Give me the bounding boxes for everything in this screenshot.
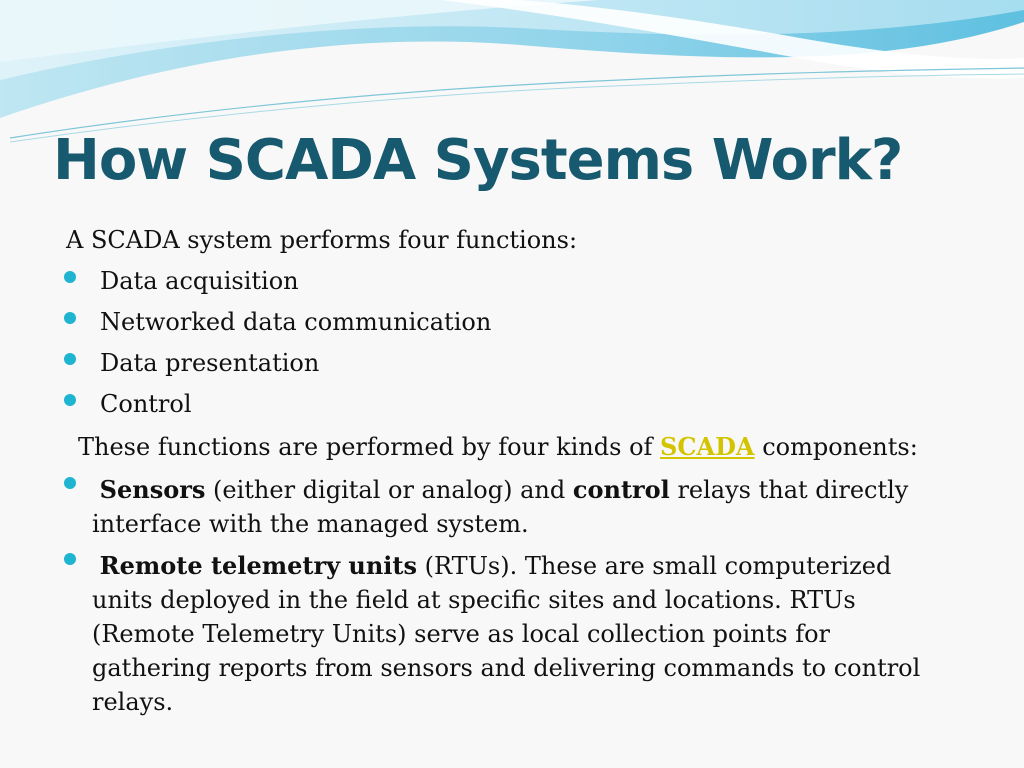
- sensors-text-2: relays that directly: [677, 476, 909, 504]
- control-bold: control: [572, 475, 670, 504]
- bullet-icon: [64, 477, 76, 489]
- components-intro-after: components:: [762, 433, 918, 461]
- scada-link[interactable]: SCADA: [660, 432, 755, 461]
- rtu-item: [92, 549, 920, 719]
- intro-text: A SCADA system performs four functions:: [66, 226, 578, 254]
- rtu-line-4: gathering reports from sensors and delivering commands to control: [92, 654, 921, 682]
- rtu-line-3: (Remote Telemetry Units) serve as local collection points for: [92, 620, 831, 648]
- bullet-icon: [64, 553, 76, 565]
- bullet-icon: [64, 394, 76, 406]
- rtu-bold: Remote telemetry units: [99, 551, 418, 580]
- sensors-line-2: interface with the managed system.: [92, 510, 529, 538]
- sensors-item: [92, 473, 908, 541]
- rtu-text: (RTUs). These are small computerized: [424, 552, 892, 580]
- slide-title: How SCADA Systems Work?: [53, 128, 903, 193]
- bullet-icon: [64, 271, 76, 283]
- components-intro: [78, 432, 918, 461]
- bullet-icon: [64, 312, 76, 324]
- function-item-3: Data presentation: [100, 349, 320, 377]
- rtu-line-5: relays.: [92, 688, 174, 716]
- function-item-2: Networked data communication: [100, 308, 492, 336]
- function-item-1: Data acquisition: [100, 267, 299, 295]
- bullet-icon: [64, 353, 76, 365]
- components-intro-before: These functions are performed by four kinds of: [78, 433, 653, 461]
- function-item-4: Control: [100, 390, 192, 418]
- sensors-text-1: (either digital or analog) and: [213, 476, 566, 504]
- sensors-bold: Sensors: [99, 475, 206, 504]
- rtu-line-2: units deployed in the field at specific sites and locations. RTUs: [92, 586, 856, 614]
